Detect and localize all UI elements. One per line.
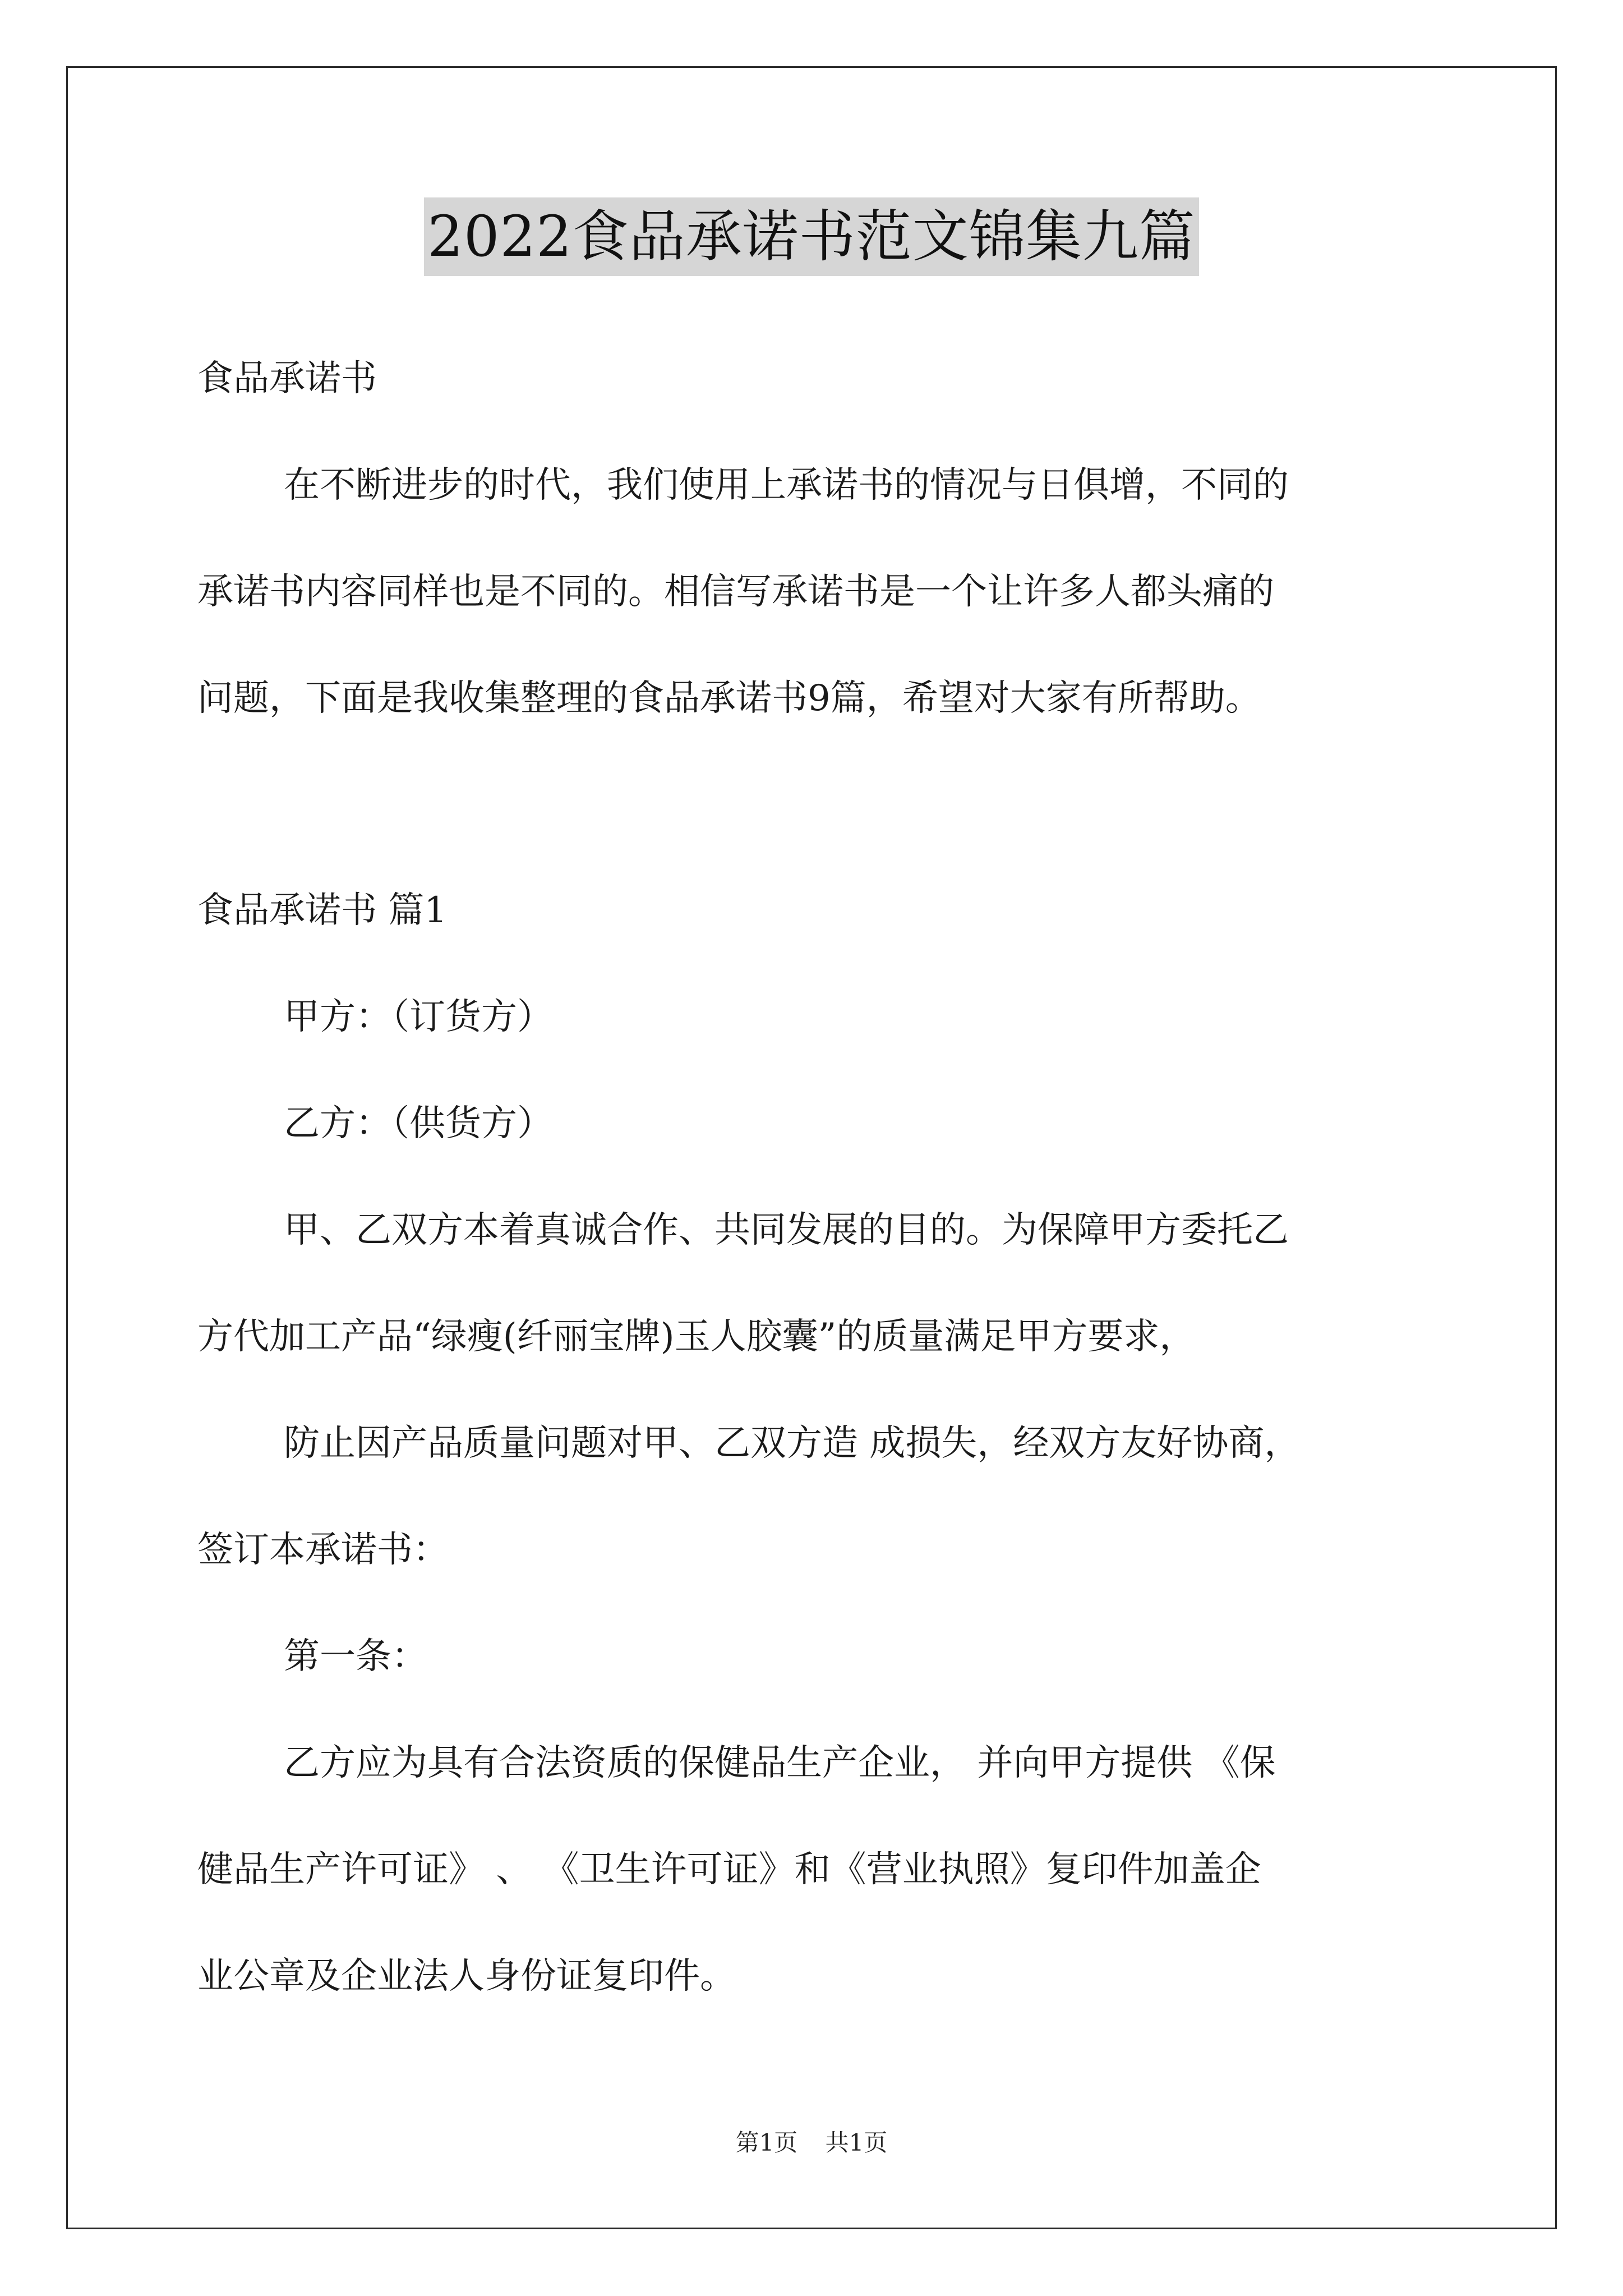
paragraph-line: 第一条：	[284, 1636, 427, 1677]
paragraph-line: 方代加工产品“绿瘦(纤丽宝牌)玉人胶囊”的质量满足甲方要求，	[197, 1316, 1196, 1358]
paragraph-line: 甲、乙双方本着真诚合作、共同发展的目的。为保障甲方委托乙	[284, 1209, 1289, 1251]
paragraph-line: 甲方：（订货方）	[284, 996, 553, 1038]
paragraph-line: 在不断进步的时代，我们使用上承诺书的情况与日俱增，不同的	[284, 464, 1289, 506]
paragraph-line: 签订本承诺书：	[197, 1529, 449, 1571]
paragraph-line: 防止因产品质量问题对甲、乙双方造 成损失，经双方友好协商，	[284, 1423, 1301, 1464]
paragraph-line: 乙方：（供货方）	[284, 1103, 553, 1144]
paragraph-line: 问题，下面是我收集整理的食品承诺书9篇，希望对大家有所帮助。	[197, 678, 1261, 719]
paragraph-line: 承诺书内容同样也是不同的。相信写承诺书是一个让许多人都头痛的	[197, 571, 1274, 613]
section-heading: 食品承诺书	[197, 358, 377, 399]
page-footer	[0, 2126, 1623, 2160]
paragraph-line: 健品生产许可证》 、 《卫生许可证》和《营业执照》复印件加盖企	[197, 1849, 1261, 1890]
title-container	[0, 197, 1623, 276]
section-heading: 食品承诺书 篇1	[197, 890, 448, 931]
page-number-total: 共1页	[825, 2129, 888, 2156]
paragraph-line: 业公章及企业法人身份证复印件。	[197, 1955, 736, 1997]
page-number-current: 第1页	[735, 2129, 798, 2156]
document-title: 2022食品承诺书范文锦集九篇	[424, 197, 1199, 276]
paragraph-line: 乙方应为具有合法资质的保健品生产企业， 并向甲方提供 《保	[284, 1742, 1276, 1784]
